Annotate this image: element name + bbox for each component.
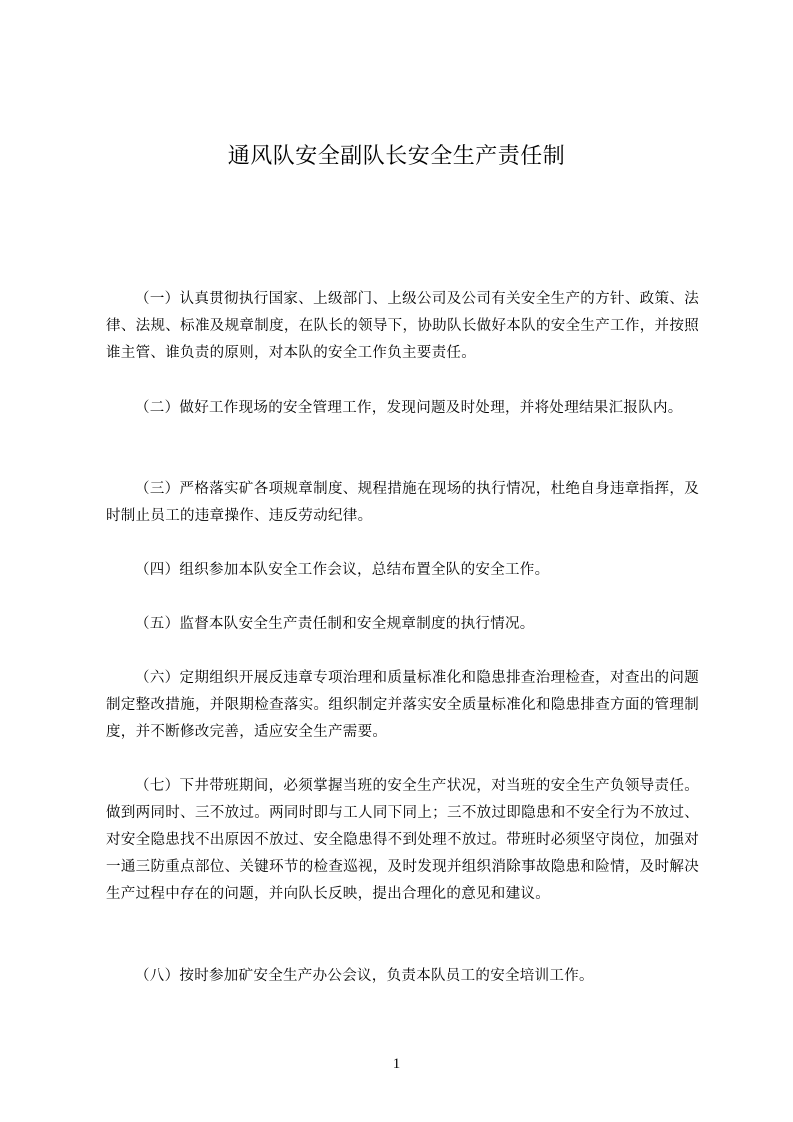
clause-2: （二）做好工作现场的安全管理工作，发现问题及时处理，并将处理结果汇报队内。 xyxy=(135,400,683,416)
clause-7: （七）下井带班期间，必须掌握当班的安全生产状况，对当班的安全生产负领导责任。做到两同时、三不放过。两同时即与工人同下同上；三不放过即隐患和不安全行为不放过、对安全隐患找不出原因不放过、安全隐患得不到处理不放过。带班时必须坚守岗位，加强对一通三防重点部位、关键环节的检查巡视，及时发现并组织消除事故隐患和险情，及时解决生产过程中存在的问题，并向队长反映，提出合理化的意见和建议。 xyxy=(106,778,699,902)
clause-8: （八）按时参加矿安全生产办公会议，负责本队员工的安全培训工作。 xyxy=(135,968,594,984)
clause-5: （五）监督本队安全生产责任制和安全规章制度的执行情况。 xyxy=(135,616,535,632)
clause-1: （一）认真贯彻执行国家、上级部门、上级公司及公司有关安全生产的方针、政策、法律、法规、标准及规章制度，在队长的领导下，协助队长做好本队的安全生产工作，并按照谁主管、谁负责的原则，对本队的安全工作负主要责任。 xyxy=(106,291,699,361)
clause-4: （四）组织参加本队安全工作会议，总结布置全队的安全工作。 xyxy=(135,562,550,578)
document-title: 通风队安全副队长安全生产责任制 xyxy=(227,144,566,169)
clause-3: （三）严格落实矿各项规章制度、规程措施在现场的执行情况，杜绝自身违章指挥，及时制止员工的违章操作、违反劳动纪律。 xyxy=(106,481,699,524)
page-number: 1 xyxy=(392,1056,401,1072)
clause-6: （六）定期组织开展反违章专项治理和质量标准化和隐患排查治理检查，对查出的问题制定整改措施，并限期检查落实。组织制定并落实安全质量标准化和隐患排查方面的管理制度，并不断修改完善，适应安全生产需要。 xyxy=(106,670,699,740)
